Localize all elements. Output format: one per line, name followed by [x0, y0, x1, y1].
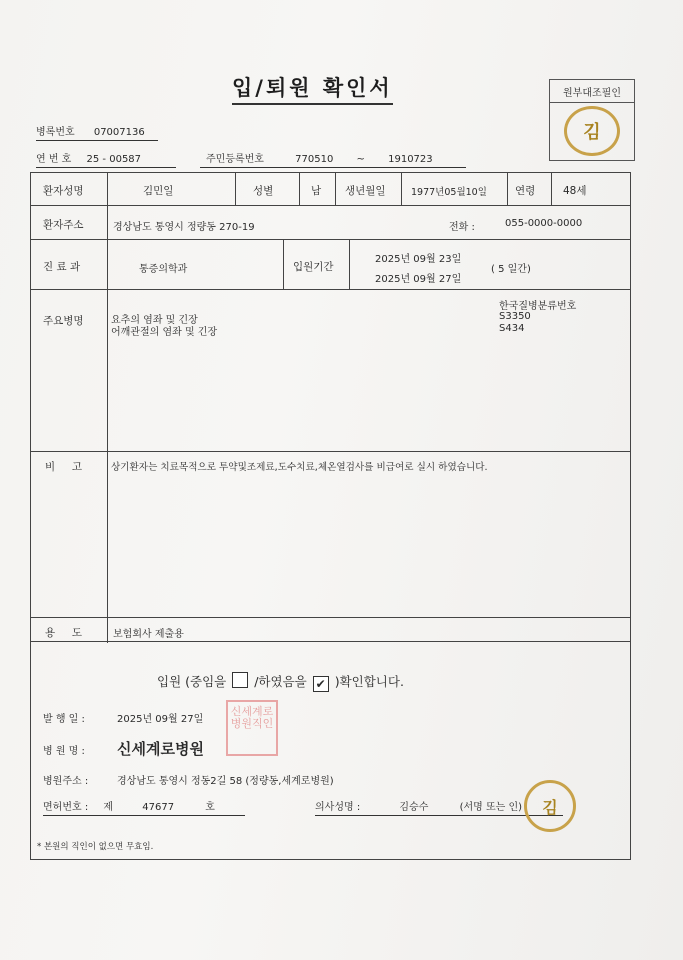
doctor-sign: (서명 또는 인): [459, 802, 523, 813]
hospital-seal-stamp: 신세계로 병원직인: [226, 700, 278, 756]
patient-address: 경상남도 통영시 정량동 270-19: [113, 222, 255, 233]
resident-number-field: [200, 150, 466, 168]
verification-stamp: 김: [564, 106, 620, 156]
stay-days: ( 5 일간): [491, 264, 531, 275]
patient-age: 48세: [563, 185, 587, 197]
diagnosis-code-2: S434: [499, 323, 525, 334]
department-value: 통증의학과: [139, 264, 188, 275]
resident-number-back: 1910723: [388, 154, 433, 165]
stay-from: 2025년 09월 23일: [375, 254, 462, 265]
diagnosis-code-1: S3350: [499, 311, 531, 322]
resident-number-sep: ~: [356, 154, 365, 165]
stay-label: 입원기간: [293, 261, 334, 273]
doctor-seal-stamp: 김: [524, 780, 576, 832]
license-label: 면허번호 :: [43, 802, 89, 813]
confirm-mid: /하였음을: [254, 674, 307, 689]
confirm-suffix: )확인합니다.: [334, 674, 404, 689]
department-label: 진 료 과: [43, 261, 81, 273]
name-label: 환자성명: [43, 185, 84, 197]
license-suffix: 호: [205, 802, 215, 813]
record-number-value: 07007136: [93, 127, 145, 138]
sex-label: 성별: [253, 185, 274, 197]
seal-label: 원부대조필인: [563, 88, 621, 99]
hospital-name: 신세계로병원: [117, 740, 204, 758]
footnote: * 본원의 직인이 없으면 무효임.: [37, 842, 154, 852]
record-number-field: [36, 123, 158, 141]
patient-sex: 남: [311, 185, 322, 197]
address-label: 환자주소: [43, 219, 84, 231]
confirmation-line: [157, 672, 404, 692]
license-field: [43, 798, 245, 816]
diagnosis-code-header: 한국질병분류번호: [499, 301, 577, 312]
serial-number-value: 25 - 00587: [86, 154, 142, 165]
patient-name: 김민일: [143, 185, 174, 197]
hospital-address: 경상남도 통영시 정동2길 58 (정량동,세계로병원): [117, 776, 334, 787]
doctor-name: 김승수: [399, 802, 429, 813]
remarks-text: 상기환자는 치료목적으로 투약및조제료,도수치료,체온열검사를 비급여로 실시 하였습니다.: [111, 462, 488, 473]
info-table: [30, 172, 631, 642]
hospital-name-label: 병 원 명 :: [43, 746, 85, 757]
resident-number-front: 770510: [295, 154, 334, 165]
usage-label: 용 도: [45, 627, 82, 639]
issue-date: 2025년 09월 27일: [117, 714, 204, 725]
record-number-label: 병록번호: [36, 127, 75, 138]
patient-phone: 055-0000-0000: [505, 218, 583, 229]
diagnosis-item-2: 어깨관절의 염좌 및 긴장: [111, 327, 218, 338]
verification-seal-box: [549, 79, 635, 161]
in-progress-checkbox: [232, 672, 248, 688]
license-number: 47677: [142, 802, 175, 813]
usage-text: 보험회사 제출용: [113, 629, 184, 640]
serial-number-field: [36, 150, 176, 168]
confirm-prefix: 입원 (중임을: [157, 674, 227, 689]
dob-label: 생년월일: [345, 185, 386, 197]
resident-number-label: 주민등록번호: [206, 154, 264, 165]
completed-checkbox: ✔: [313, 676, 329, 692]
issue-date-label: 발 행 일 :: [43, 714, 85, 725]
license-prefix: 제: [103, 802, 114, 813]
phone-label: 전화 :: [449, 222, 475, 233]
diagnosis-item-1: 요추의 염좌 및 긴장: [111, 315, 198, 326]
doctor-label: 의사성명 :: [315, 802, 361, 813]
age-label: 연령: [515, 185, 536, 197]
patient-dob: 1977년05월10일: [411, 187, 487, 198]
serial-number-label: 연 번 호: [36, 154, 72, 165]
stay-to: 2025년 09월 27일: [375, 274, 462, 285]
document-title: 입/퇴원 확인서: [232, 72, 393, 105]
remarks-label: 비 고: [45, 461, 82, 473]
diagnosis-label: 주요병명: [43, 315, 84, 327]
hospital-address-label: 병원주소 :: [43, 776, 89, 787]
